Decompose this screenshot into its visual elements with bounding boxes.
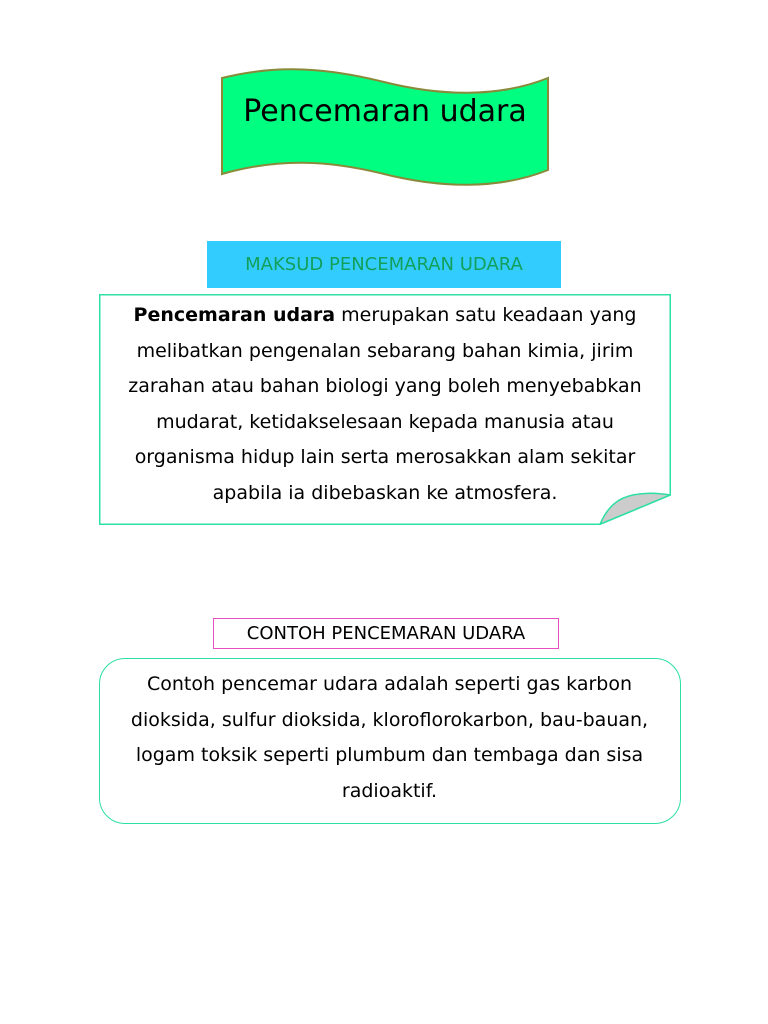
definition-card <box>99 294 671 525</box>
definition-body: merupakan satu keadaan yang melibatkan pengenalan sebarang bahan kimia, jirim zarahan atau bahan biologi yang boleh menyebabkan mudarat, ketidakselesaan kepada manusia atau organisma hidup lain serta merosakkan alam sekitar apabila ia dibebaskan ke atmosfera. <box>128 304 642 504</box>
examples-text: Contoh pencemar udara adalah seperti gas karbon dioksida, sulfur dioksida, kloroflorokarbon, bau-bauan, logam toksik seperti plumbum dan tembaga dan sisa radioaktif. <box>130 673 649 802</box>
section-heading-definition: MAKSUD PENCEMARAN UDARA <box>207 241 561 288</box>
examples-card <box>99 658 681 824</box>
title-banner <box>218 66 552 186</box>
definition-text <box>109 298 661 511</box>
page-title: Pencemaran udara <box>243 94 527 129</box>
definition-term: Pencemaran udara <box>133 304 336 326</box>
section-heading-examples: CONTOH PENCEMARAN UDARA <box>213 618 559 649</box>
